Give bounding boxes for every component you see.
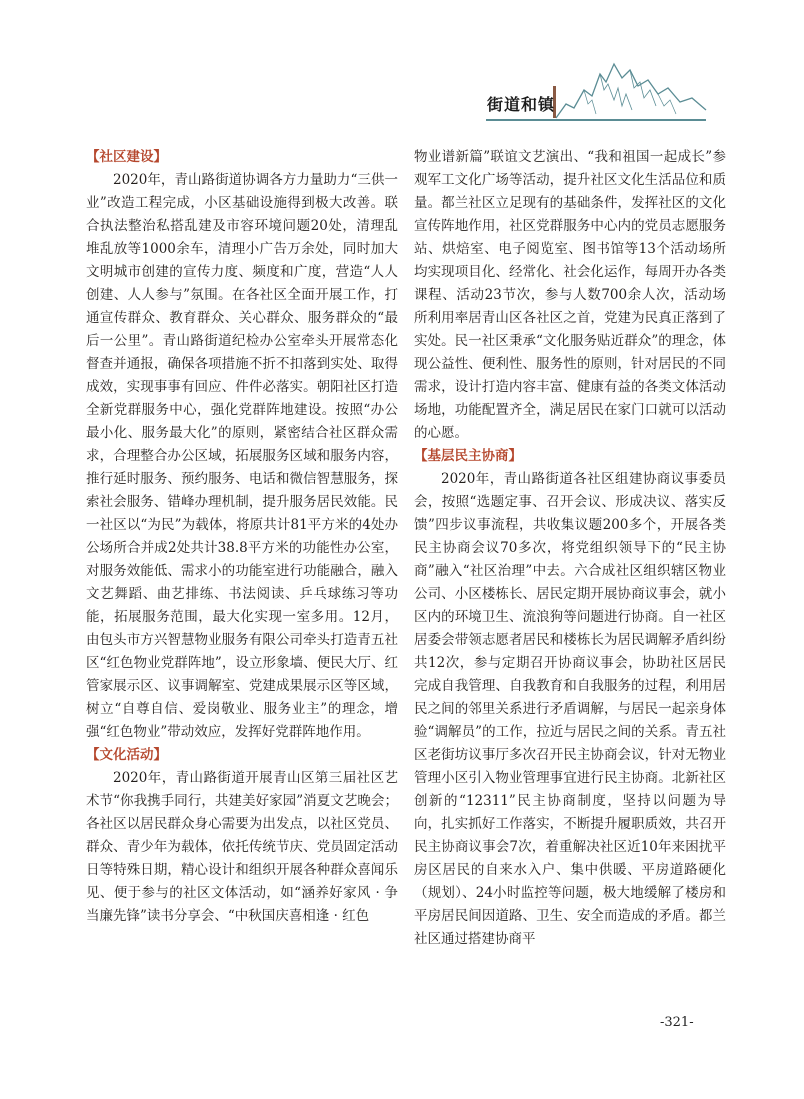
section-heading: 【文化活动】 [86,747,167,763]
body-paragraph: 物业谱新篇”联谊文艺演出、“我和祖国一起成长”参观军工文化广场等活动，提升社区文化生活品位和质量。都兰社区立足现有的基础条件，发挥社区的文化宣传阵地作用，社区党群服务中心内的党员志愿服务站、烘焙室、电子阅览室、图书馆等13个活动场所均实现项目化、经常化、社会化运作，每周开办各类课程、活动23节次，参与人数700余人次，活动场所利用率居青山区各社区之首，党建为民真正落到了实处。民一社区秉承“文化服务贴近群众”的理念，体现公益性、便利性、服务性的原则，针对居民的不同需求，设计打造内容丰富、健康有益的各类文体活动场地，功能配置齐全，满足居民在家门口就可以活动的心愿。 [414,149,726,441]
body-paragraph: 2020年，青山路街道开展青山区第三届社区艺术节“你我携手同行，共建美好家园”消夏文艺晚会；各社区以居民群众身心需要为出发点，以社区党员、群众、青少年为载体，依托传统节庆、党员固定活动日等特殊日期，精心设计和组织开展各种群众喜闻乐见、便于参与的社区文体活动，如“涵养好家风 · 争当廉先锋”读书分享会、“中秋国庆喜相逢 · 红色 [86,770,398,924]
left-column [86,146,398,928]
mountain-decoration [556,60,708,122]
page-number: -321- [660,1015,694,1030]
body-paragraph: 2020年，青山路街道协调各方力量助力“三供一业”改造工程完成，小区基础设施得到极大改善。联合执法整治私搭乱建及市容环境问题20处，清理乱堆乱放等1000余车，清理小广告万余处，同时加大文明城市创建的宣传力度、频度和广度，营造“人人创建、人人参与”氛围。在各社区全面开展工作，打通宣传群众、教育群众、关心群众、服务群众的“最后一公里”。青山路街道纪检办公室牵头开展常态化督查并通报，确保各项措施不折不扣落到实处、取得成效，实现事事有回应、件件必落实。朝阳社区打造全新党群服务中心，强化党群阵地建设。按照“办公最小化、服务最大化”的原则，紧密结合社区群众需求，合理整合办公区域，拓展服务区域和服务内容，推行延时服务、预约服务、电话和微信智慧服务，探索社会服务、错峰办理机制，提升服务居民效能。民一社区以“为民”为载体，将原共计81平方米的4处办公场所合并成2处共计38.8平方米的功能性办公室，对服务效能低、需求小的功能室进行功能融合，融入文艺舞蹈、曲艺排练、书法阅读、乒乓球练习等功能，拓展服务范围，最大化实现一室多用。12月，由包头市方兴智慧物业服务有限公司牵头打造青五社区“红色物业党群阵地”，设立形象墙、便民大厅、红管家展示区、议事调解室、党建成果展示区等区域，树立“自尊自信、爱岗敬业、服务业主”的理念，增强“红色物业”带动效应，发挥好党群阵地作用。 [86,172,398,740]
body-paragraph: 2020年，青山路街道各社区组建协商议事委员会，按照“选题定事、召开会议、形成决议、落实反馈”四步议事流程，共收集议题200多个，开展各类民主协商会议70多次，将党组织领导下的“民主协商”融入“社区治理”中去。六合成社区组织辖区物业公司、小区楼栋长、居民定期开展协商议事会，就小区内的环境卫生、流浪狗等问题进行协商。自一社区居委会带领志愿者居民和楼栋长为居民调解矛盾纠纷共12次，参与定期召开协商议事会，协助社区居民完成自我管理、自我教育和自我服务的过程，利用居民之间的邻里关系进行矛盾调解，与居民一起亲身体验“调解员”的工作，拉近与居民之间的关系。青五社区老街坊议事厅多次召开民主协商会议，针对无物业管理小区引入物业管理事宜进行民主协商。北新社区创新的“12311”民主协商制度，坚持以问题为导向，扎实抓好工作落实，不断提升履职质效，共召开民主协商议事会7次，着重解决社区近10年来困扰平房区居民的自来水入户、集中供暖、平房道路硬化（规划）、24小时监控等问题，极大地缓解了楼房和平房居民间因道路、卫生、安全而造成的矛盾。都兰社区通过搭建协商平 [414,471,726,947]
header-rule [486,119,706,121]
section-heading: 【社区建设】 [86,149,167,165]
right-column [414,146,726,951]
running-header-title: 街道和镇 [487,95,556,114]
section-heading: 【基层民主协商】 [414,448,522,464]
